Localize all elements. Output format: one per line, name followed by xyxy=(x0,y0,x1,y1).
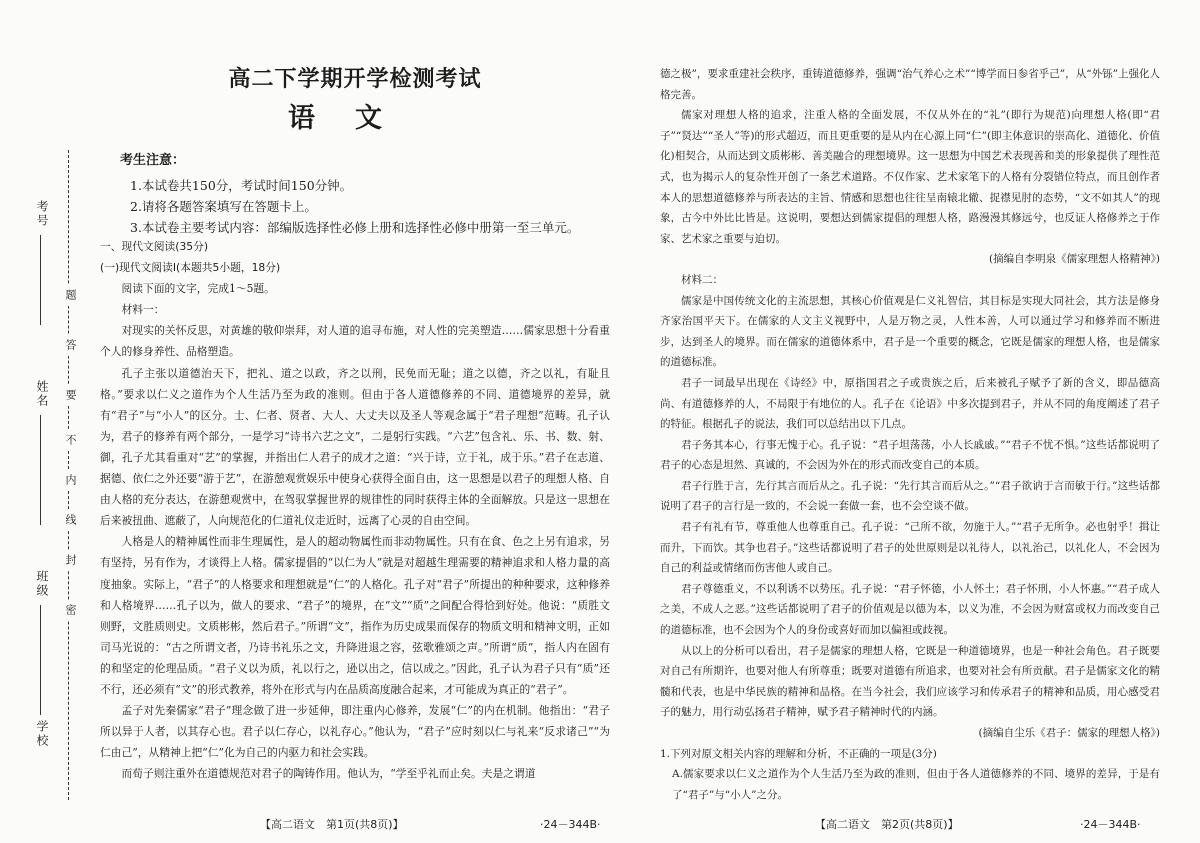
seal-char: 答 xyxy=(62,335,78,356)
left-body-text xyxy=(100,236,610,784)
paragraph: 孟子对先秦儒家“君子”理念做了进一步延伸，即注重内心修养，发展“仁”的内在机制。他指出：“君子所以异于人者，以其存心也。君子以仁存心，以礼存心。”他认为，“君子”应时刻以仁与礼来“反求诸己”“为仁由己”，从精神上把“仁”化为自己的内驱力和社会实践。 xyxy=(100,704,610,760)
material-label: 材料一： xyxy=(121,303,165,317)
paragraph: 从以上的分析可以看出，君子是儒家的理想人格，它既是一种道德境界，也是一种社会角色。君子既要对自己有所期许，也要对他人有所尊重；既要对道德有所追求，也要对社会有所贡献。君子是儒家文化的精髓和代表，也是中华民族的精神和品格。在当今社会，我们应该学习和传承君子的精神和品质，用心感受君子的魅力，用行动弘扬君子精神，赋予君子精神时代的内涵。 xyxy=(660,644,1160,719)
seal-char: 题 xyxy=(62,285,78,306)
paragraph: 君子有礼有节，尊重他人也尊重自己。孔子说：“己所不欲，勿施于人。”“君子无所争。必也射乎！揖让而升，下而饮。其争也君子。”这些话都说明了君子的处世原则是以礼待人，以礼治己，以礼化人，不会因为自己的利益或情绪而伤害他人或自己。 xyxy=(660,521,1160,575)
answer-option: A.儒家要求以仁义之道作为个人生活乃至为政的准则，但由于各人道德修养的不同、境界的差异，于是有了“君子”与“小人”之分。 xyxy=(672,768,1160,801)
right-body-text xyxy=(660,64,1160,805)
paragraph: 君子务其本心，行事无愧于心。孔子说：“君子坦荡荡，小人长戚戚。”“君子不忧不惧。”这些话都说明了君子的心态是坦然、真诚的，不会因为外在的形式而改变自己的本质。 xyxy=(660,438,1160,472)
seal-char: 线 xyxy=(62,510,78,531)
seal-char: 封 xyxy=(62,550,78,571)
paragraph: 儒家对理想人格的追求，注重人格的全面发展，不仅从外在的“礼”(即行为规范)向理想人格(即“君子”“贤达”“圣人”等)的形式超迈，而且更重要的是从内在心源上同“仁”(即主体意识的崇高化、道德化、价值化)相契合，从而达到文质彬彬、善美融合的理想境界。这一思想为中国艺术表现善和美的形象提供了理性范式，也为揭示人的复杂性开创了一条艺术道路。不仅作家、艺术家笔下的人格有分裂错位特点，而且创作者本人的思想道德修养与所表达的主旨、情感和思想也往往呈南辕北辙、捉襟见肘的态势，“文不如其人”的现象，古今中外比比皆是。这说明，要想达到儒家提倡的理想人格，路漫漫其修远兮，也反证人格修养之于作家、艺术家之重要与迫切。 xyxy=(660,109,1160,245)
notice-heading: 考生注意： xyxy=(120,153,186,168)
page-footer-label: 【高二语文 第1页(共8页)】 xyxy=(260,818,404,831)
paragraph: 对现实的关怀反思，对黄雄的敬仰崇拜，对人道的追寻布施，对人性的完美塑造……儒家思想十分看重个人的修身养性、品格塑造。 xyxy=(100,324,610,359)
source-citation: (摘编自尘乐《君子：儒家的理想人格》) xyxy=(978,727,1160,739)
paragraph: 君子行胜于言，先行其言而后从之。孔子说：“先行其言而后从之。”“君子欲讷于言而敏于行。”这些话都说明了君子的言行是一致的，不会说一套做一套，也不会空谈不做。 xyxy=(660,479,1160,513)
right-page xyxy=(660,0,1160,843)
paragraph: 儒家是中国传统文化的主流思想，其核心价值观是仁义礼智信，其目标是实现大同社会，其方法是修身齐家治国平天下。在儒家的人文主义视野中，人是万物之灵，人性本善，人可以通过学习和修养而不断进步，达到圣人的境界。而在儒家的道德体系中，君子是一个重要的概念，它既是儒家的理想人格，也是儒家的道德标准。 xyxy=(660,294,1160,369)
school-label: 学校 xyxy=(35,720,49,748)
class-field-line[interactable] xyxy=(40,605,41,715)
paragraph: 人格是人的精神属性而非生理属性，是人的超动物属性而非动物属性。只有在食、色之上另有追求，另有坚持，另有作为，才谈得上人格。儒家提倡的“以仁为人”就是对超越生理需要的精神追求和人格力量的高度抽象。实际上，“君子”的人格要求和理想就是“仁”的人格化。孔子对“君子”所提出的种种要求，这种修养和人格境界……孔子以为，做人的要求、“君子”的境界，在“文”“质”之间配合得恰到好处。他说：“质胜文则野，文胜质则史。文质彬彬，然后君子。”所谓“文”，指作为历史成果而保存的物质文明和精神文明，正如司马光说的：“古之所谓文者，乃诗书礼乐之文，升降进退之容，弦歌雅颂之声。”所谓“质”，指人内在固有的和坚定的伦理品质。“君子义以为质，礼以行之，逊以出之，信以成之。”因此，孔子认为君子只有“质”还不行，还必须有“文”的形式教养，将外在形式与内在品质高度融合起来，才可能成为真正的“君子”。 xyxy=(100,535,610,696)
name-field-line[interactable] xyxy=(40,415,41,525)
name-label: 姓名 xyxy=(35,380,49,408)
page-footer-label: 【高二语文 第2页(共8页)】 xyxy=(815,818,959,831)
id-field-line[interactable] xyxy=(40,235,41,325)
left-page xyxy=(100,0,610,843)
candidate-notice xyxy=(120,150,600,238)
paragraph: 君子一词最早出现在《诗经》中，原指国君之子或贵族之后，后来被孔子赋予了新的含义，即品德高尚、有道德修养的人，不局限于有地位的人。孔子在《论语》中多次提到君子，并从不同的角度阐述了君子的特征。根据孔子的说法，我们可以总结出以下几点。 xyxy=(660,376,1160,431)
source-citation: (摘编自李明泉《儒家理想人格精神》) xyxy=(989,253,1160,266)
class-label: 班级 xyxy=(35,570,49,598)
reading-instruction: 阅读下面的文字，完成1～5题。 xyxy=(121,282,275,296)
exam-subject: 语文 xyxy=(288,103,422,134)
page-footer-code: ·24－344B· xyxy=(540,818,601,831)
notice-item: 1.本试卷共150分，考试时间150分钟。 xyxy=(130,178,353,193)
exam-title: 高二下学期开学检测考试 xyxy=(228,67,482,92)
question-stem: 1.下列对原文相关内容的理解和分析，不正确的一项是(3分) xyxy=(660,747,937,760)
seal-char: 不 xyxy=(62,430,78,451)
paragraph: 君子尊德重义，不以利诱不以势压。孔子说：“君子怀德，小人怀土；君子怀刑，小人怀惠。”“君子成人之美，不成人之恶。”这些话都说明了君子的价值观是以德为本，以义为准，不会因为财富或权力而改变自己的道德标准，也不会因为个人的身份或喜好而加以偏袒或歧视。 xyxy=(660,582,1160,637)
seal-char: 密 xyxy=(62,600,78,621)
subsection-heading: (一)现代文阅读Ⅰ(本题共5小题，18分) xyxy=(100,261,281,275)
binding-strip xyxy=(0,0,95,843)
page-footer-code: ·24－344B· xyxy=(1080,818,1141,831)
seal-char: 要 xyxy=(62,385,78,406)
notice-item: 2.请将各题答案填写在答题卡上。 xyxy=(130,199,317,214)
section-heading: 一、现代文阅读(35分) xyxy=(100,240,209,253)
paragraph: 而荀子则注重外在道德规范对君子的陶铸作用。他认为，“学至乎礼而止矣。夫是之谓道 xyxy=(121,767,536,781)
seal-char: 内 xyxy=(62,470,78,491)
id-label: 考号 xyxy=(35,200,49,228)
material-label: 材料二： xyxy=(681,273,723,286)
notice-item: 3.本试卷主要考试内容：部编版选择性必修上册和选择性必修中册第一至三单元。 xyxy=(130,220,580,235)
paragraph: 孔子主张以道德治天下，把礼、道之以政，齐之以刑，民免而无耻；道之以德，齐之以礼，有耻且格。”要求以仁义之道作为个人生活乃至为政的准则。但由于各人道德修养的不同、道德境界的差异，就有“君子”与“小人”的区分。士、仁者、贤者、大人、大丈夫以及圣人等观念属于“君子理想”范畴。孔子认为，君子的修养有两个部分，一是学习“诗书六艺之文”，二是躬行实践。“六艺”包含礼、乐、书、数、射、御，孔子尤其看重对“艺”的掌握，并指出仁人君子的成才之道：“兴于诗，立于礼，成于乐。”君子在志道、据德、依仁之外还要“游于艺”，在游憩观赏娱乐中使身心获得全面自由，这一思想是以君子的理想人格、自由人格的充分表达，在游憩观赏中，在驾驭掌握世界的规律性的同时获得主体的全面解放。只是这一思想在后来被扭曲、遮蔽了，人向规范化的仁道礼仪走近时，远离了心灵的自由空间。 xyxy=(100,366,610,528)
paragraph: 德之极”，要求重建社会秩序，重铸道德修养，强调“治气养心之术”“博学而日参省乎己”，从“外铄”上强化人格完善。 xyxy=(660,68,1160,101)
